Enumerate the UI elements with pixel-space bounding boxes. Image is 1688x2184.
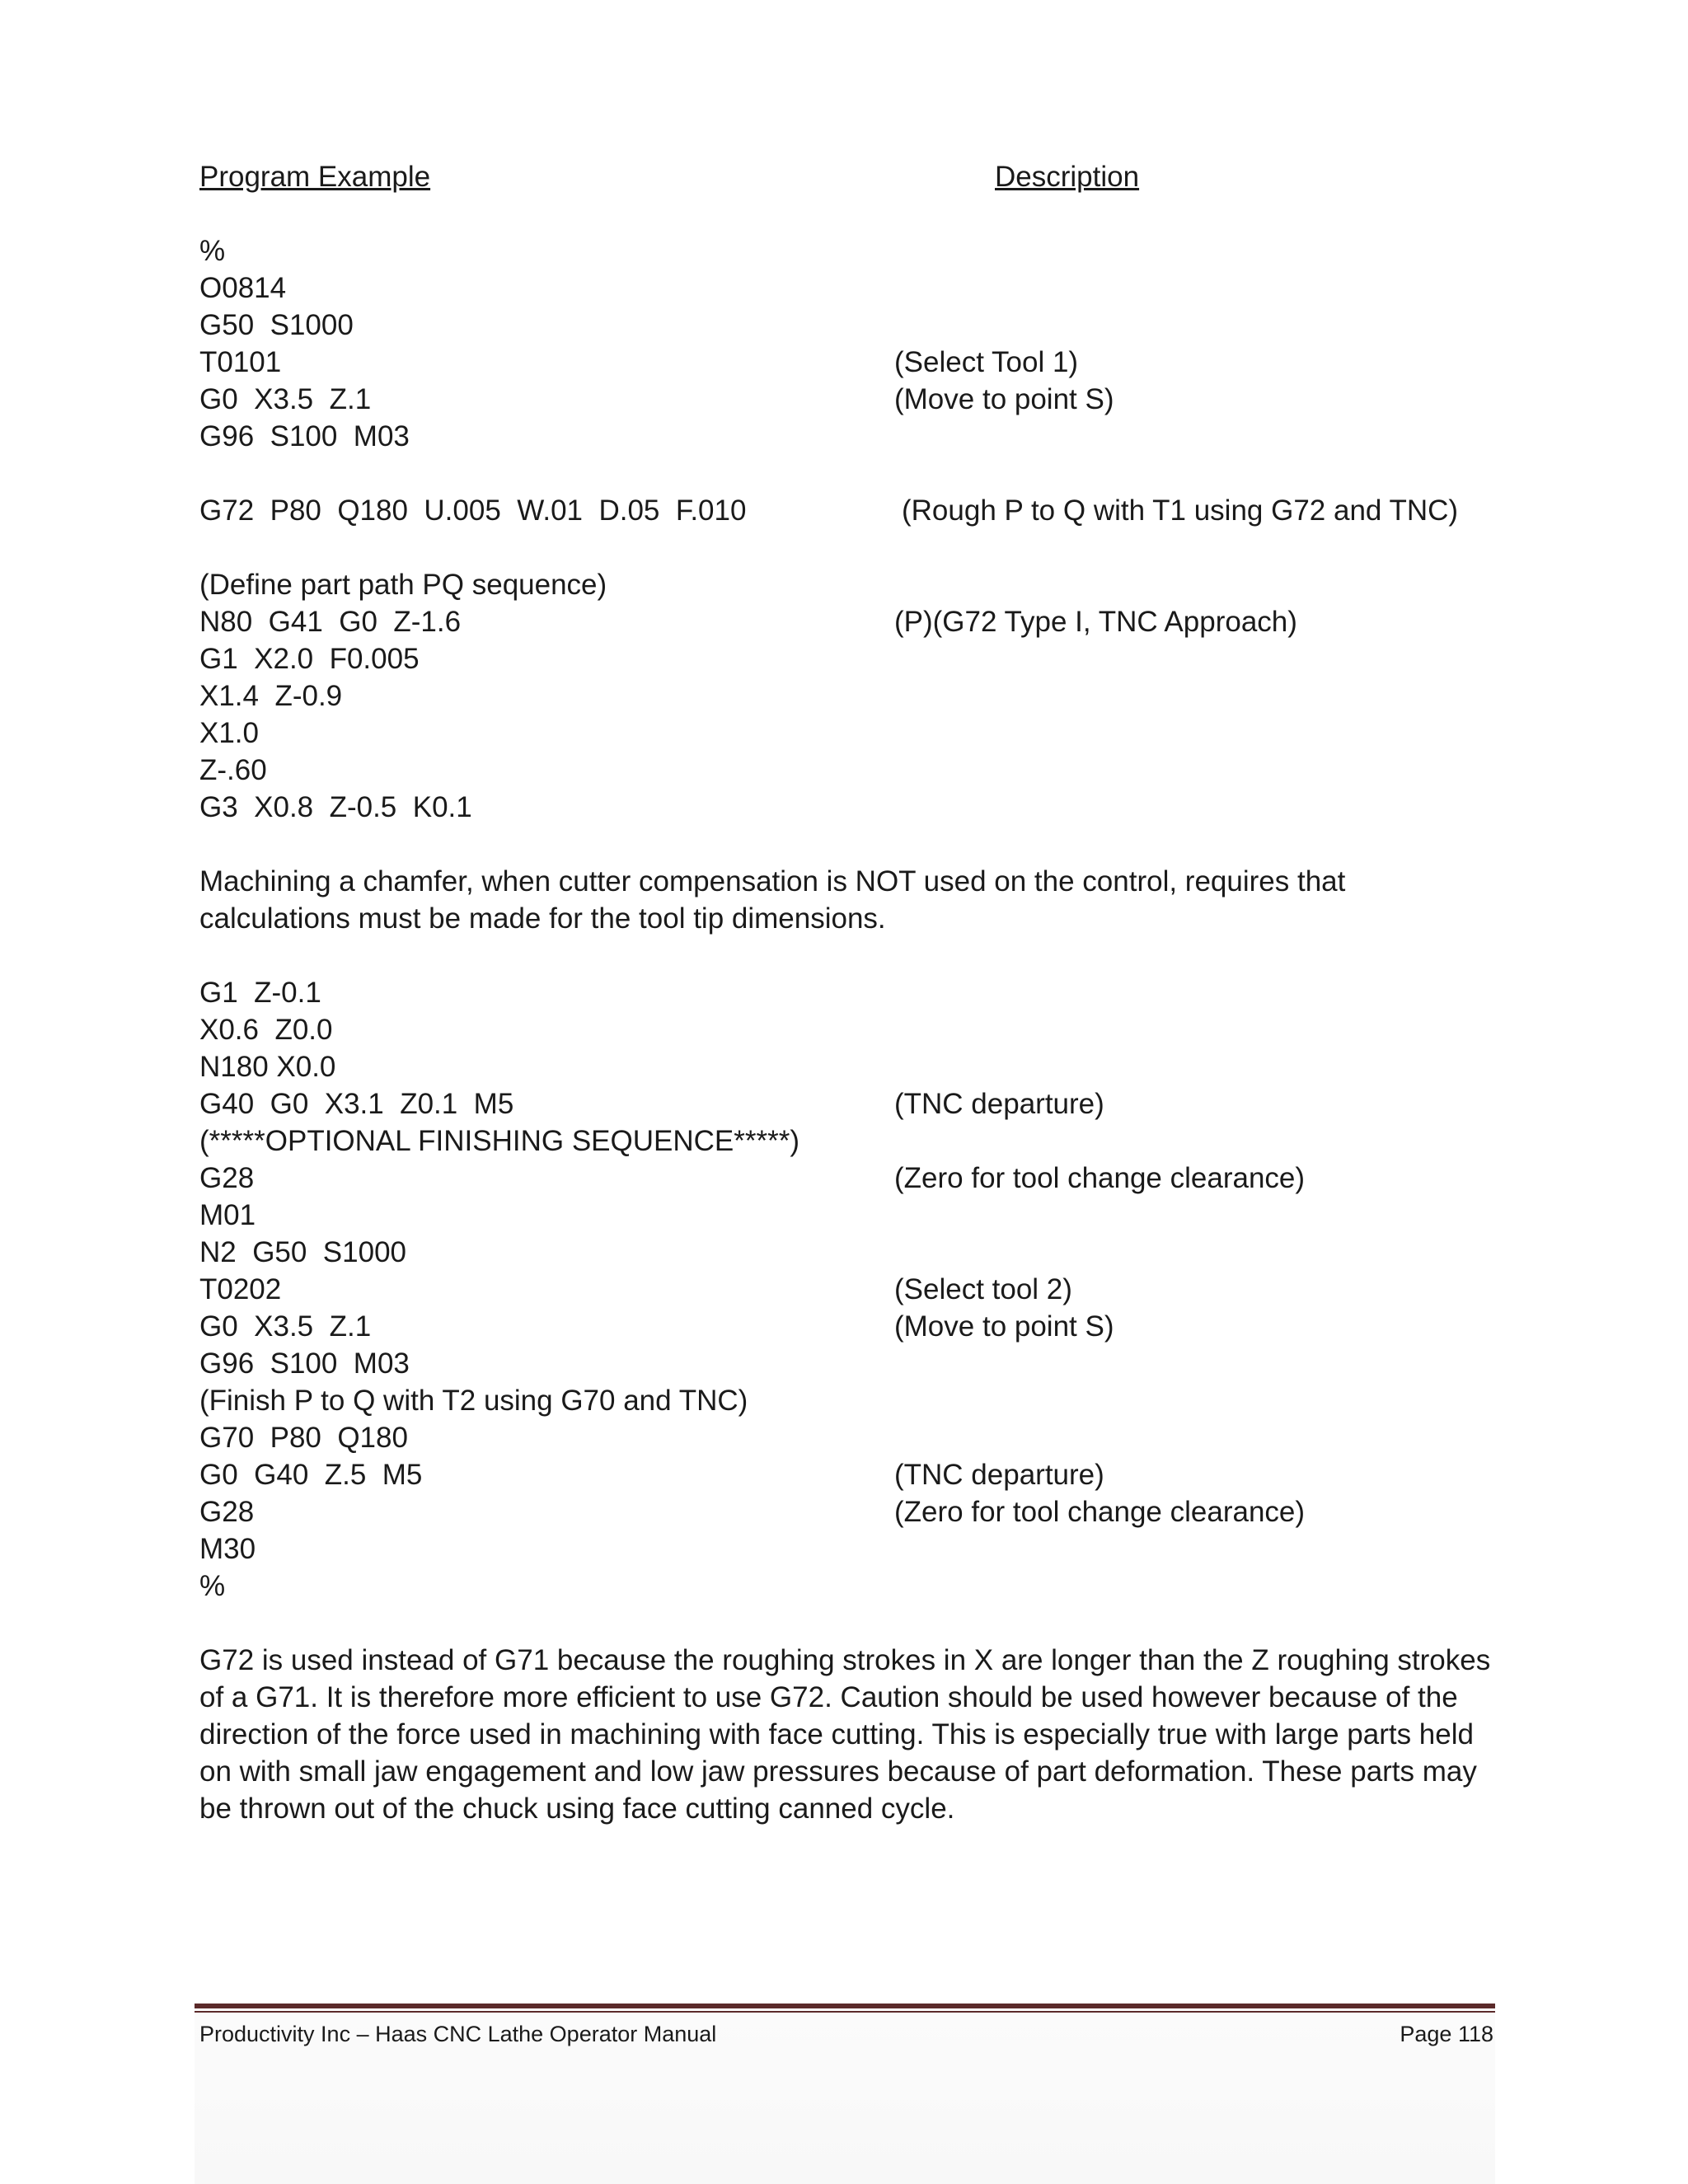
code-line [199,344,1493,381]
code-text: N180 X0.0 [199,1051,336,1083]
page-footer [199,2018,1493,2050]
code-line [199,1271,1493,1308]
code-text: G70 P80 Q180 [199,1422,408,1454]
footer-rule-thin [195,2011,1495,2013]
code-text: (Finish P to Q with T2 using G70 and TNC) [199,1385,748,1417]
code-line [199,381,1493,418]
description-heading: Description [995,161,1140,193]
code-text: G28 [199,1162,255,1194]
spacer [199,826,1493,863]
code-text: (Define part path PQ sequence) [199,569,607,601]
code-comment: (Select Tool 1) [894,346,1079,378]
code-line [199,1234,1493,1271]
code-line [199,1493,1493,1530]
code-line [199,232,1493,269]
code-comment [894,307,1493,344]
code-text: T0202 [199,1273,282,1305]
code-comment [894,232,1493,269]
code-line [199,1308,1493,1345]
page-number: Page 118 [1400,2022,1493,2046]
code-text: G3 X0.8 Z-0.5 K0.1 [199,791,472,823]
code-comment: (P)(G72 Type I, TNC Approach) [894,606,1297,638]
code-line [199,1345,1493,1382]
code-line [199,1011,1493,1048]
code-comment: (Move to point S) [894,383,1114,415]
code-text: G72 P80 Q180 U.005 W.01 D.05 F.010 [199,494,747,527]
program-example-heading: Program Example [199,161,431,193]
code-line [199,752,1493,789]
spacer [199,1605,1493,1642]
code-comment [894,974,1493,1011]
code-text: G0 G40 Z.5 M5 [199,1459,423,1491]
code-line-g72 [199,492,1493,529]
code-line [199,640,1493,677]
code-comment [894,1048,1493,1085]
code-comment [894,1011,1493,1048]
code-text: X1.0 [199,717,259,749]
code-comment: (TNC departure) [894,1088,1104,1120]
code-comment [894,752,1493,789]
code-text: M30 [199,1533,256,1565]
code-comment [894,640,1493,677]
footer-title: Productivity Inc – Haas CNC Lathe Operator Manual [199,2022,717,2046]
code-line [199,1197,1493,1234]
code-comment: (Move to point S) [894,1310,1114,1343]
chamfer-note-paragraph: Machining a chamfer, when cutter compensation is NOT used on the control, requires that calculations must be made for the tool tip dimensions. [199,865,1346,935]
code-comment [894,1234,1493,1271]
code-comment [894,1419,1493,1456]
code-text: G1 X2.0 F0.005 [199,643,420,675]
spacer [199,529,1493,566]
column-headings [199,158,1493,195]
code-text: % [199,1570,226,1602]
code-comment: (Zero for tool change clearance) [894,1496,1306,1528]
code-line [199,1085,1493,1122]
spacer [199,195,1493,232]
code-comment [894,789,1493,826]
code-line [199,1419,1493,1456]
code-line [199,1456,1493,1493]
footer-rule [195,2004,1495,2008]
code-line [199,1160,1493,1197]
code-text: G1 Z-0.1 [199,977,321,1009]
code-comment: (TNC departure) [894,1459,1104,1491]
spacer [199,455,1493,492]
code-comment [894,418,1493,455]
code-text: G50 S1000 [199,309,354,341]
code-text: % [199,235,226,267]
code-text: G0 X3.5 Z.1 [199,1310,372,1343]
code-comment: (Zero for tool change clearance) [894,1162,1306,1194]
code-line [199,1048,1493,1085]
code-comment [894,1382,1493,1419]
code-line [199,418,1493,455]
code-line [199,307,1493,344]
code-comment [894,1197,1493,1234]
code-text: G28 [199,1496,255,1528]
code-line [199,715,1493,752]
code-text: G96 S100 M03 [199,1347,410,1380]
code-text: X0.6 Z0.0 [199,1014,333,1046]
code-text: G96 S100 M03 [199,420,410,452]
code-text: G40 G0 X3.1 Z0.1 M5 [199,1088,514,1120]
code-comment [894,269,1493,307]
code-text: T0101 [199,346,282,378]
code-comment [894,1122,1493,1160]
code-text: O0814 [199,272,287,304]
code-text: N2 G50 S1000 [199,1236,406,1268]
code-line [199,1382,1493,1419]
code-comment [894,715,1493,752]
code-comment [894,1568,1493,1605]
code-line [199,603,1493,640]
code-line [199,677,1493,715]
code-text: X1.4 Z-0.9 [199,680,343,712]
code-text: M01 [199,1199,256,1231]
g72-note-paragraph: G72 is used instead of G71 because the roughing strokes in X are longer than the Z roughing strokes of a G71. It is therefore more efficient to use G72. Caution should be used however because of the direction of the force used in machining with face cutting. This is especially true with large parts held on with small jaw engagement and low jaw pressures because of part deformation. These parts may be thrown out of the chuck using face cutting canned cycle. [199,1644,1491,1825]
code-comment [894,677,1493,715]
spacer [199,937,1493,974]
code-line [199,269,1493,307]
code-comment: (Select tool 2) [894,1273,1072,1305]
code-text: Z-.60 [199,754,267,786]
code-comment [894,1530,1493,1568]
code-line [199,1122,1493,1160]
page-content [199,158,1493,1827]
code-line [199,1568,1493,1605]
code-comment [894,1345,1493,1382]
code-line [199,1530,1493,1568]
code-text: G0 X3.5 Z.1 [199,383,372,415]
code-line [199,566,1493,603]
code-comment: (Rough P to Q with T1 using G72 and TNC) [902,494,1459,527]
code-text: N80 G41 G0 Z-1.6 [199,606,462,638]
code-line [199,974,1493,1011]
code-line [199,789,1493,826]
code-comment [894,566,1493,603]
code-text: (*****OPTIONAL FINISHING SEQUENCE*****) [199,1125,800,1157]
